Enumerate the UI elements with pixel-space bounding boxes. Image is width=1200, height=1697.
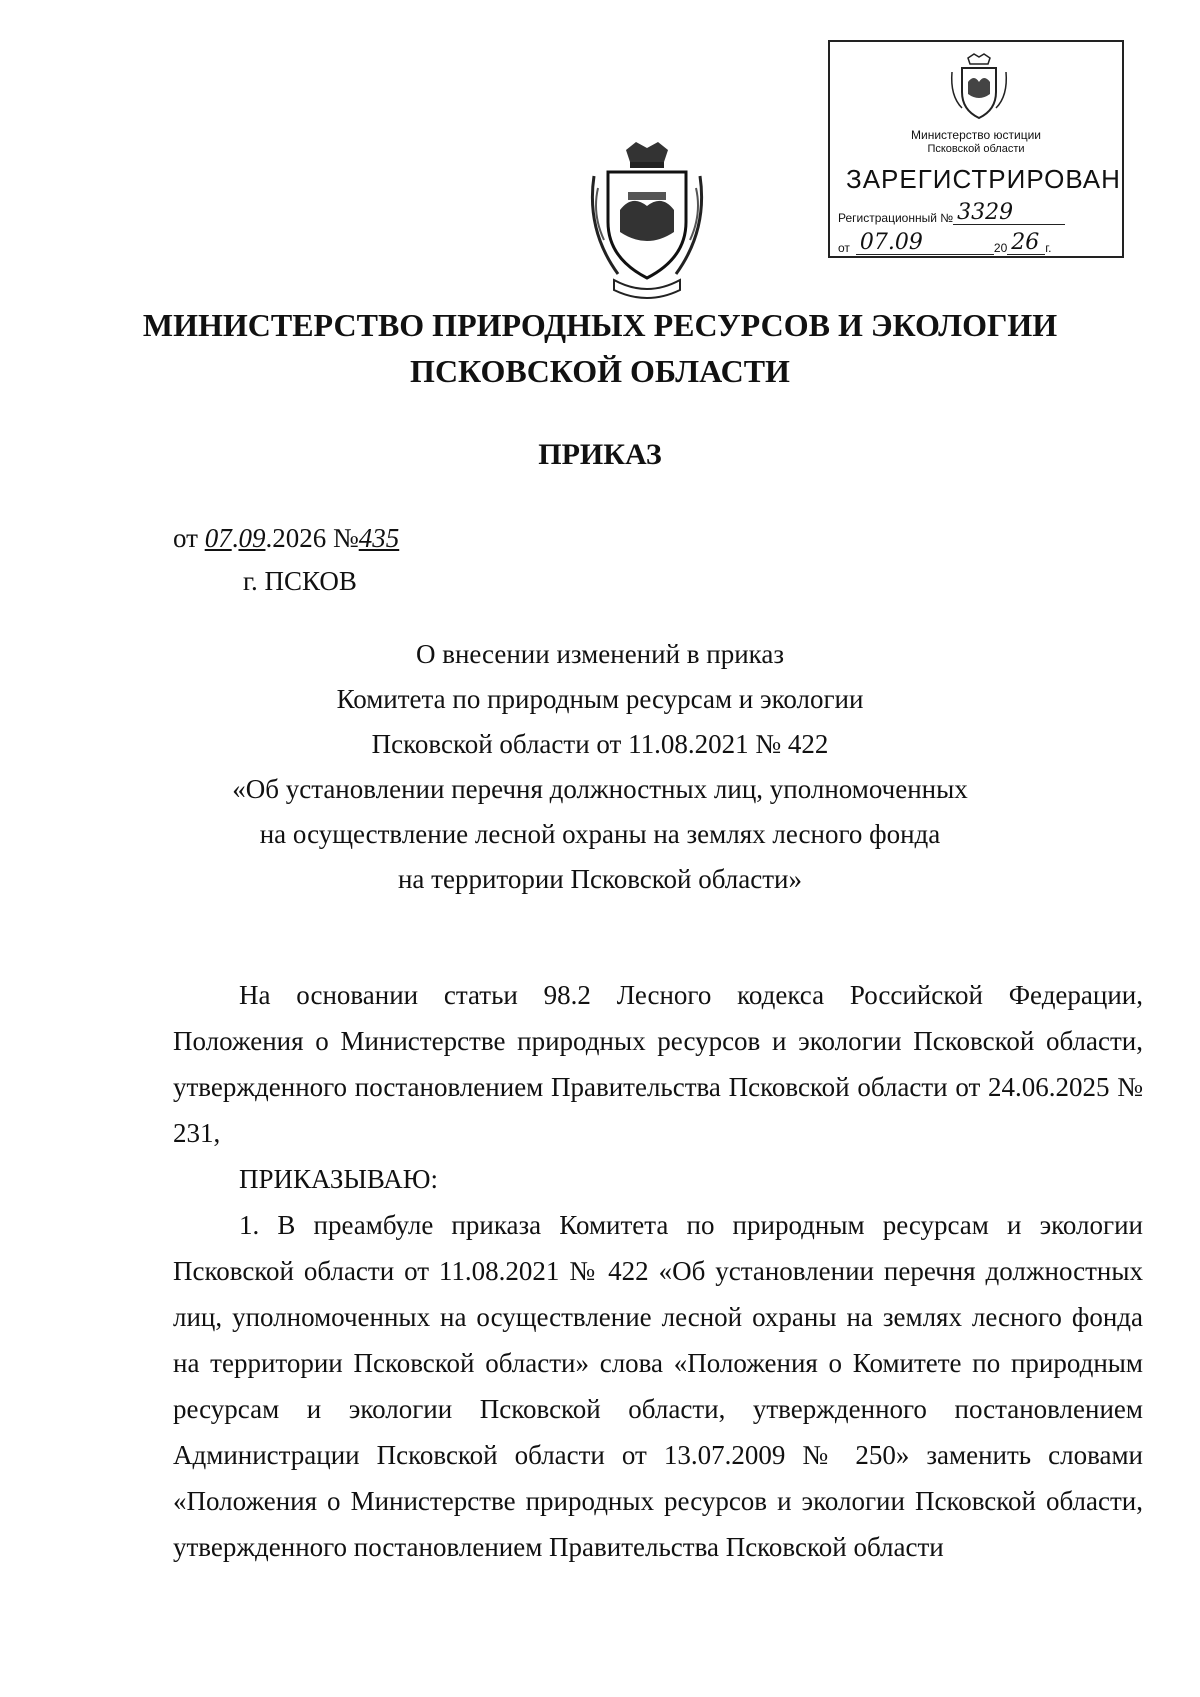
subject-line: О внесении изменений в приказ <box>415 639 785 669</box>
order-number: 435 <box>358 523 400 553</box>
order-date-prefix: от <box>173 523 198 553</box>
stamp-region-line: Псковской области <box>927 143 1025 155</box>
subject-line: Комитета по природным ресурсам и экологии <box>336 684 864 714</box>
order-city: г. ПСКОВ <box>243 566 357 596</box>
order-body <box>173 972 1143 1570</box>
stamp-year-value: 26 <box>1007 232 1045 255</box>
preamble-paragraph: На основании статьи 98.2 Лесного кодекса Российской Федерации, Положения о Министерстве природных ресурсов и экологии Псковской области, утвержденного постановлением Правительства Псковской области от 24.06.2025 № 231, <box>173 980 1143 1148</box>
stamp-date-value: 07.09 <box>856 232 994 255</box>
order-subject <box>0 632 1200 902</box>
stamp-date-prefix: от <box>838 241 850 255</box>
stamp-year-suffix: г. <box>1045 241 1052 255</box>
stamp-reg-number-row <box>838 202 1065 225</box>
subject-line: на осуществление лесной охраны на землях лесного фонда <box>259 819 941 849</box>
item-1-paragraph: 1. В преамбуле приказа Комитета по природным ресурсам и экологии Псковской области от 11.08.2021 № 422 «Об установлении перечня должностных лиц, уполномоченных на осуществление лесной охраны на землях лесного фонда на территории Псковской области» слова «Положения о Комитете по природным ресурсам и экологии Псковской области, утвержденного постановлением Администрации Псковской области от 13.07.2009 № 250» заменить словами «Положения о Министерстве природных ресурсов и экологии Псковской области, утвержденного постановлением Правительства Псковской области <box>173 1210 1143 1562</box>
stamp-reg-number-value: 3329 <box>953 202 1065 225</box>
subject-line: «Об установлении перечня должностных лиц, уполномоченных <box>232 774 968 804</box>
registration-stamp <box>828 40 1124 258</box>
order-day: 07 <box>204 523 232 553</box>
order-year: .2026 <box>265 523 327 553</box>
coat-of-arms-icon <box>584 140 710 300</box>
stamp-date-row <box>838 232 1052 255</box>
subject-line: Псковской области от 11.08.2021 № 422 <box>371 729 829 759</box>
stamp-ministry-line: Министерство юстиции <box>911 128 1041 142</box>
order-number-label: № <box>332 523 359 553</box>
document-type: ПРИКАЗ <box>538 438 662 471</box>
stamp-registered-label: ЗАРЕГИСТРИРОВАН <box>846 164 1121 194</box>
subject-line: на территории Псковской области» <box>397 864 802 894</box>
ministry-title-line1: МИНИСТЕРСТВО ПРИРОДНЫХ РЕСУРСОВ И ЭКОЛОГИИ <box>142 307 1058 343</box>
stamp-year-prefix: 20 <box>993 241 1008 255</box>
order-word: ПРИКАЗЫВАЮ: <box>239 1164 438 1194</box>
coat-of-arms-small-icon <box>948 52 1010 124</box>
order-date-number: от 07.09.2026 №435 <box>173 523 400 553</box>
ministry-title-line2: ПСКОВСКОЙ ОБЛАСТИ <box>410 353 790 389</box>
order-month: 09 <box>238 523 266 553</box>
ministry-title <box>0 302 1200 394</box>
stamp-reg-number-label: Регистрационный № <box>838 211 954 225</box>
